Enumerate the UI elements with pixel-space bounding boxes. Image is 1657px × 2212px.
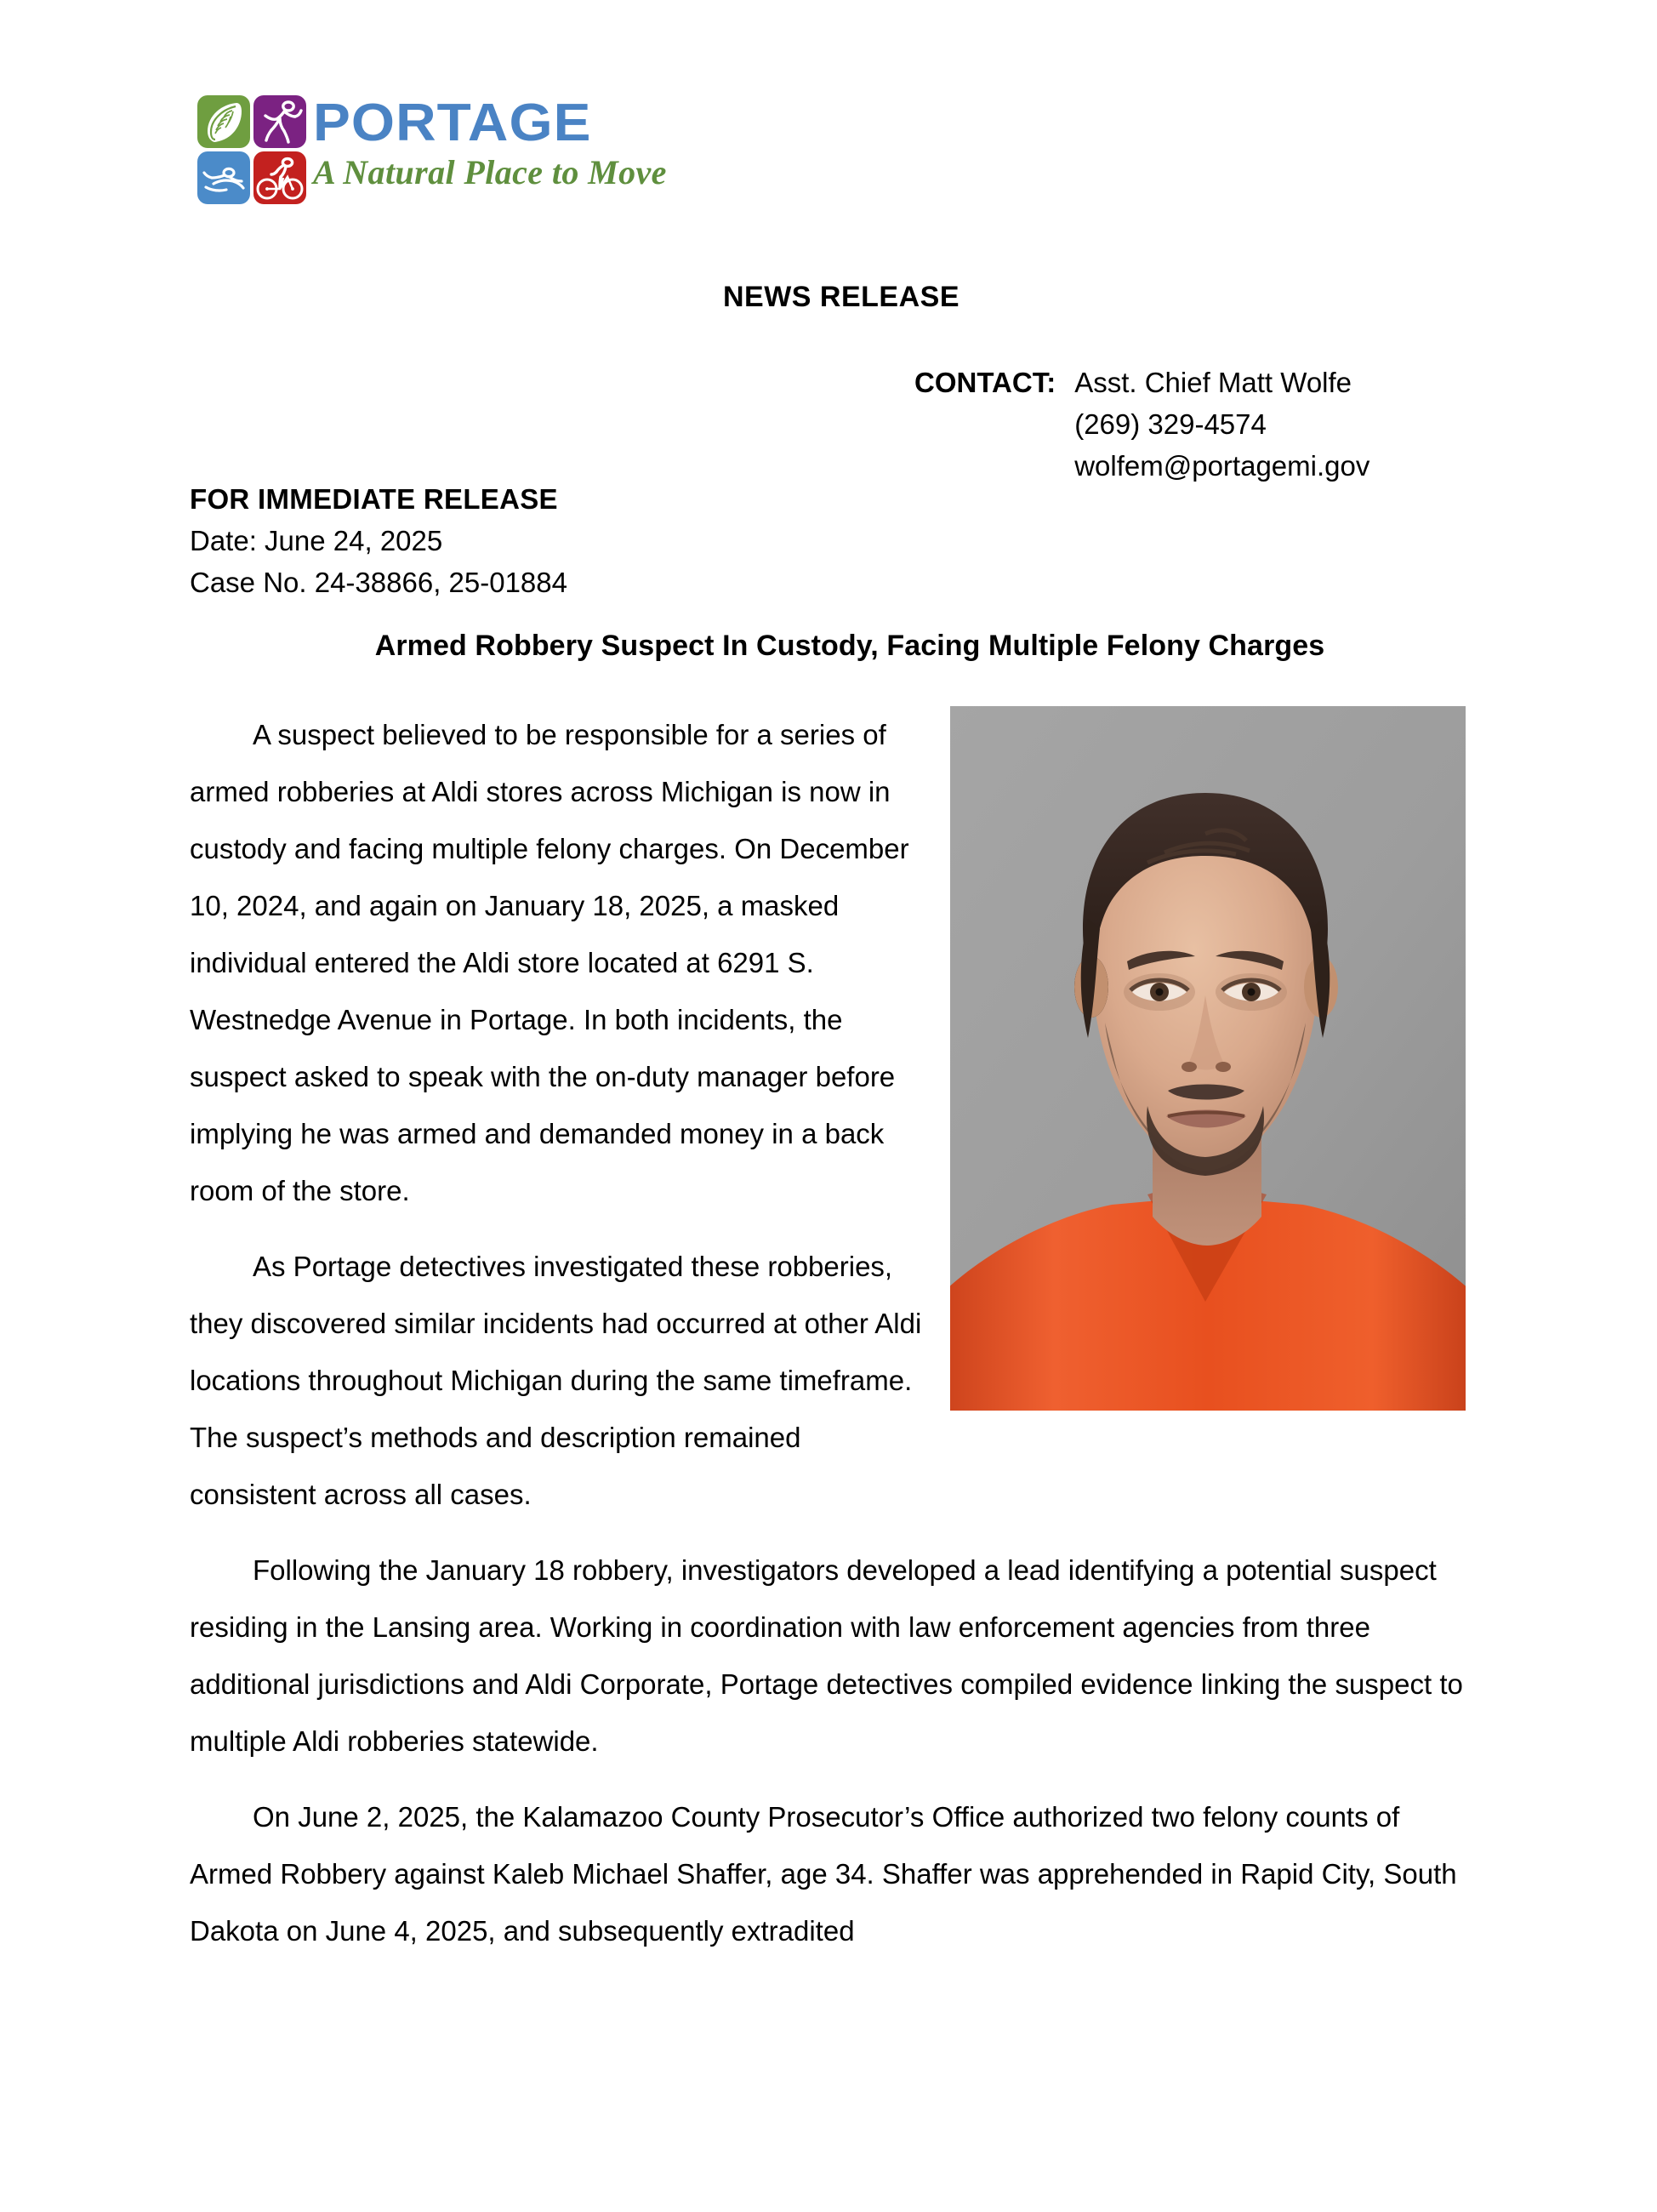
release-date: Date: June 24, 2025	[190, 525, 443, 556]
article-body	[190, 706, 1466, 1978]
logo-icon-grid	[197, 95, 306, 206]
logo-wordmark-group	[313, 95, 667, 192]
cyclist-icon	[253, 151, 306, 204]
portage-logo	[197, 95, 667, 206]
release-status: FOR IMMEDIATE RELEASE	[190, 483, 558, 515]
suspect-mugshot-photo	[950, 706, 1466, 1411]
contact-phone: (269) 329-4574	[1074, 408, 1267, 440]
news-release-label: NEWS RELEASE	[722, 281, 960, 313]
swimmer-icon	[197, 151, 250, 204]
contact-email[interactable]: wolfem@portagemi.gov	[1074, 450, 1370, 482]
body-paragraph-4: On June 2, 2025, the Kalamazoo County Prosecutor’s Office authorized two felony counts of Armed Robbery against Kaleb Michael Shaffer, age 34. Shaffer was apprehended in Rapid City, South Dakota on June 4, 2025, and subsequently extradited	[190, 1801, 1457, 1947]
contact-label: CONTACT:	[914, 367, 1056, 398]
body-paragraph-2: As Portage detectives investigated these robberies, they discovered similar incidents had occurred at other Aldi locations throughout Michigan during the same timeframe. The suspect’s methods and description remained consistent across all cases.	[190, 1251, 922, 1510]
logo-tagline: A Natural Place to Move	[313, 153, 667, 191]
release-case-number: Case No. 24-38866, 25-01884	[190, 567, 567, 598]
body-paragraph-3: Following the January 18 robbery, investigators developed a lead identifying a potential suspect residing in the Lansing area. Working in coordination with law enforcement agencies from three additional jurisdictions and Aldi Corporate, Portage detectives compiled evidence linking the suspect to multiple Aldi robberies statewide.	[190, 1554, 1463, 1757]
contact-name: Asst. Chief Matt Wolfe	[1074, 367, 1352, 398]
article-headline-text: Armed Robbery Suspect In Custody, Facing Multiple Felony Charges	[374, 630, 1325, 662]
contact-details	[1074, 362, 1369, 487]
release-meta-block	[190, 478, 567, 603]
leaf-icon	[197, 95, 250, 148]
contact-block	[914, 362, 1369, 487]
news-release-title	[0, 281, 1657, 314]
body-paragraph-1: A suspect believed to be responsible for a series of armed robberies at Aldi stores across Michigan is now in custody and facing multiple felony charges. On December 10, 2024, and again on January 18, 2025, a masked individual entered the Aldi store located at 6291 S. Westnedge Avenue in Portage. In both incidents, the suspect asked to speak with the on-duty manager before implying he was armed and demanded money in a back room of the store.	[190, 719, 909, 1206]
logo-wordmark: PORTAGE	[313, 94, 592, 152]
runner-icon	[253, 95, 306, 148]
article-headline	[0, 630, 1657, 663]
